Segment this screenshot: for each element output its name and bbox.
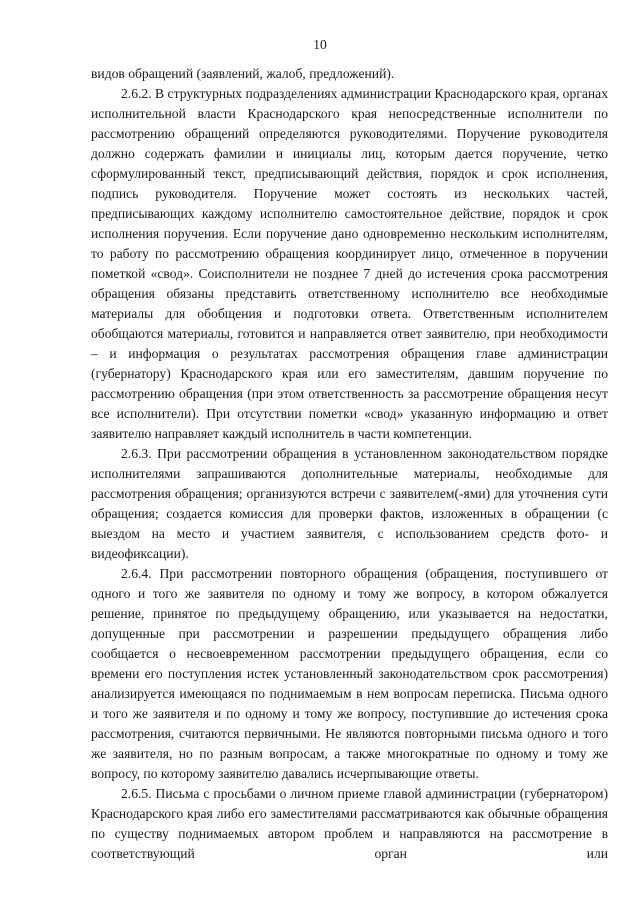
paragraph-continuation: видов обращений (заявлений, жалоб, предложений). xyxy=(91,66,395,81)
paragraph-2-6-4: 2.6.4. При рассмотрении повторного обращения (обращения, поступившего от одного и того же заявителя по одному и тому же вопросу, в котором обжалуется решение, принятое по предыдущему обращению, или указывается на недостатки, допущенные при рассмотрении и разрешении предыдущего обращения либо сообщается о несвоевременном рассмотрении предыдущего обращения, если со времени его поступления истек установленный законодательством срок рассмотрения) анализируется имеющаяся по поднимаемым в нем вопросам переписка. Письма одного и того же заявителя и по одному и тому же вопросу, поступившие до истечения срока рассмотрения, считаются первичными. Не являются повторными письма одного и того же заявителя, но по разным вопросам, а также многократные по одному и тому же вопросу, по которому заявителю давались исчерпывающие ответы. xyxy=(91,566,608,781)
paragraph-2-6-3: 2.6.3. При рассмотрении обращения в установленном законодательством порядке исполнителями запрашиваются дополнительные материалы, необходимые для рассмотрения обращения; организуются встречи с заявителем(-ями) для уточнения сути обращения; создается комиссия для проверки фактов, изложенных в обращении (с выездом на место и участием заявителя, с использованием средств фото- и видеофиксации). xyxy=(91,446,608,561)
paragraph-2-6-2: 2.6.2. В структурных подразделениях администрации Краснодарского края, органах исполнительной власти Краснодарского края непосредственные исполнители по рассмотрению обращений определяются руководителями. Поручение руководителя должно содержать фамилии и инициалы лиц, которым дается поручение, четко сформулированный текст, предписывающий действия, порядок и срок исполнения, подпись руководителя. Поручение может состоять из нескольких частей, предписывающих каждому исполнителю самостоятельное действие, порядок и срок исполнения поручения. Если поручение дано одновременно нескольким исполнителям, то работу по рассмотрению обращения координирует лицо, отмеченное в поручении пометкой «свод». Соисполнители не позднее 7 дней до истечения срока рассмотрения обращения обязаны представить ответственному исполнителю все необходимые материалы для обобщения и подготовки ответа. Ответственным исполнителем обобщаются материалы, готовится и направляется ответ заявителю, при необходимости – и информация о результатах рассмотрения обращения главе администрации (губернатору) Краснодарского края или его заместителям, давшим поручение по рассмотрению обращения (при этом ответственность за рассмотрение обращения несут все исполнители). При отсутствии пометки «свод» указанную информацию и ответ заявителю направляет каждый исполнитель в части компетенции. xyxy=(91,86,608,441)
page-number: 10 xyxy=(313,37,327,52)
document-body xyxy=(91,64,608,864)
paragraph-2-6-5: 2.6.5. Письма с просьбами о личном приеме главой администрации (губернатором) Краснодарского края либо его заместителями рассматриваются как обычные обращения по существу поднимаемых автором проблем и направляются на рассмотрение в соответствующий орган или xyxy=(91,786,608,861)
